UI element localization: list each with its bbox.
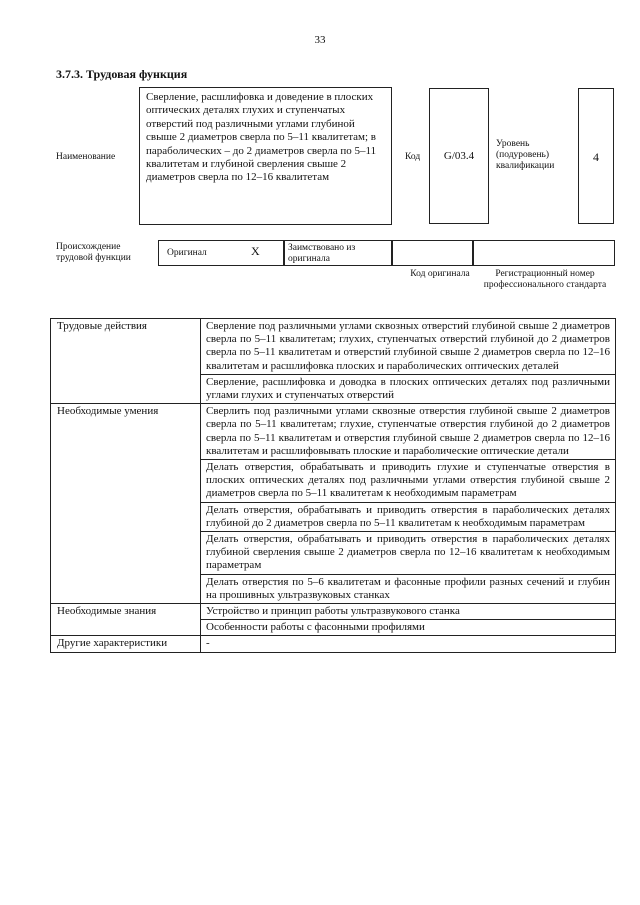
function-table bbox=[50, 318, 616, 653]
level-label: Уровень (подуровень) квалификации bbox=[496, 139, 555, 171]
row-content: Делать отверстия, обрабатывать и приводить отверстия в параболических деталях глубиной сверления свыше 2 диаметров сверла по 12–16 квалитетам к необходимым параметрам bbox=[201, 532, 616, 575]
row-content: Делать отверстия по 5–6 квалитетам и фасонные профили разных сечений и глубин на прошивных ультразвуковых станках bbox=[201, 574, 616, 603]
row-label: Необходимые умения bbox=[51, 404, 201, 604]
code-original-label: Код оригинала bbox=[410, 269, 470, 279]
borrowed-cell bbox=[284, 240, 392, 266]
code-original-cell bbox=[392, 240, 473, 266]
table-row bbox=[51, 636, 616, 652]
row-content: Устройство и принцип работы ультразвукового станка bbox=[201, 604, 616, 620]
row-content: Сверление под различными углами сквозных отверстий глубиной свыше 2 диаметров сверла по 5–11 квалитетам; глухих, ступенчатых отверстий глубиной до 2 диаметров сверла по 5–11 квалитетам и отверстий глубиной свыше 2 диаметров сверла по 12–16 квалитетам и расшлифовка плоских и параболических оптических деталей bbox=[201, 319, 616, 375]
row-content: Сверлить под различными углами сквозные отверстия глубиной свыше 2 диаметров сверла по 5–11 квалитетам; глухие, ступенчатые отверстия глубиной до 2 диаметров сверла по 5–11 квалитетам и отверстия глубиной свыше 2 диаметров сверла по 12–16 квалитетам и расшлифовывать плоские и параболические оптические детали bbox=[201, 404, 616, 460]
row-label: Другие характеристики bbox=[51, 636, 201, 652]
row-label: Трудовые действия bbox=[51, 319, 201, 404]
borrowed-label: Заимствовано из оригинала bbox=[288, 243, 356, 264]
row-content: Особенности работы с фасонными профилями bbox=[201, 620, 616, 636]
original-mark: X bbox=[251, 244, 260, 258]
row-content: Делать отверстия, обрабатывать и приводить отверстия в параболических деталях глубиной до 2 диаметров сверла по 5–11 квалитетам к необходимым параметрам bbox=[201, 502, 616, 531]
page-number: 33 bbox=[314, 34, 326, 46]
code-label: Код bbox=[405, 152, 421, 162]
reg-number-label: Регистрационный номер профессионального стандарта bbox=[483, 269, 607, 290]
row-content: Делать отверстия, обрабатывать и приводить глухие и ступенчатые отверстия в плоских оптических деталях под различными углами отверстия глубиной свыше 2 диаметров сверла по 5–11 квалитетам к необходимым параметрам bbox=[201, 460, 616, 503]
name-label: Наименование bbox=[56, 152, 116, 162]
row-content: Сверление, расшлифовка и доводка в плоских оптических деталях под различными углами глухих и ступенчатых отверстий bbox=[201, 374, 616, 403]
reg-number-cell bbox=[473, 240, 615, 266]
origin-row bbox=[158, 240, 615, 266]
name-box: Сверление, расшлифовка и доведение в плоских оптических деталях глухих и ступенчатых отверстий под различными углами глубиной свыше 2 диаметров сверла по 5–11 квалитетам; в параболических – до 2 диаметров сверла по 5–11 квалитетам и глубиной сверления свыше 2 диаметров сверла по 12–16 квалитетам bbox=[139, 87, 392, 225]
table-row bbox=[51, 404, 616, 460]
table-row bbox=[51, 319, 616, 375]
table-row bbox=[51, 604, 616, 620]
row-content: - bbox=[201, 636, 616, 652]
original-label: Оригинал bbox=[167, 248, 207, 258]
origin-label: Происхождение трудовой функции bbox=[56, 242, 131, 263]
row-label: Необходимые знания bbox=[51, 604, 201, 636]
original-cell bbox=[158, 240, 284, 266]
section-heading: 3.7.3. Трудовая функция bbox=[56, 67, 188, 81]
level-value: 4 bbox=[593, 150, 599, 164]
code-value: G/03.4 bbox=[443, 150, 475, 162]
